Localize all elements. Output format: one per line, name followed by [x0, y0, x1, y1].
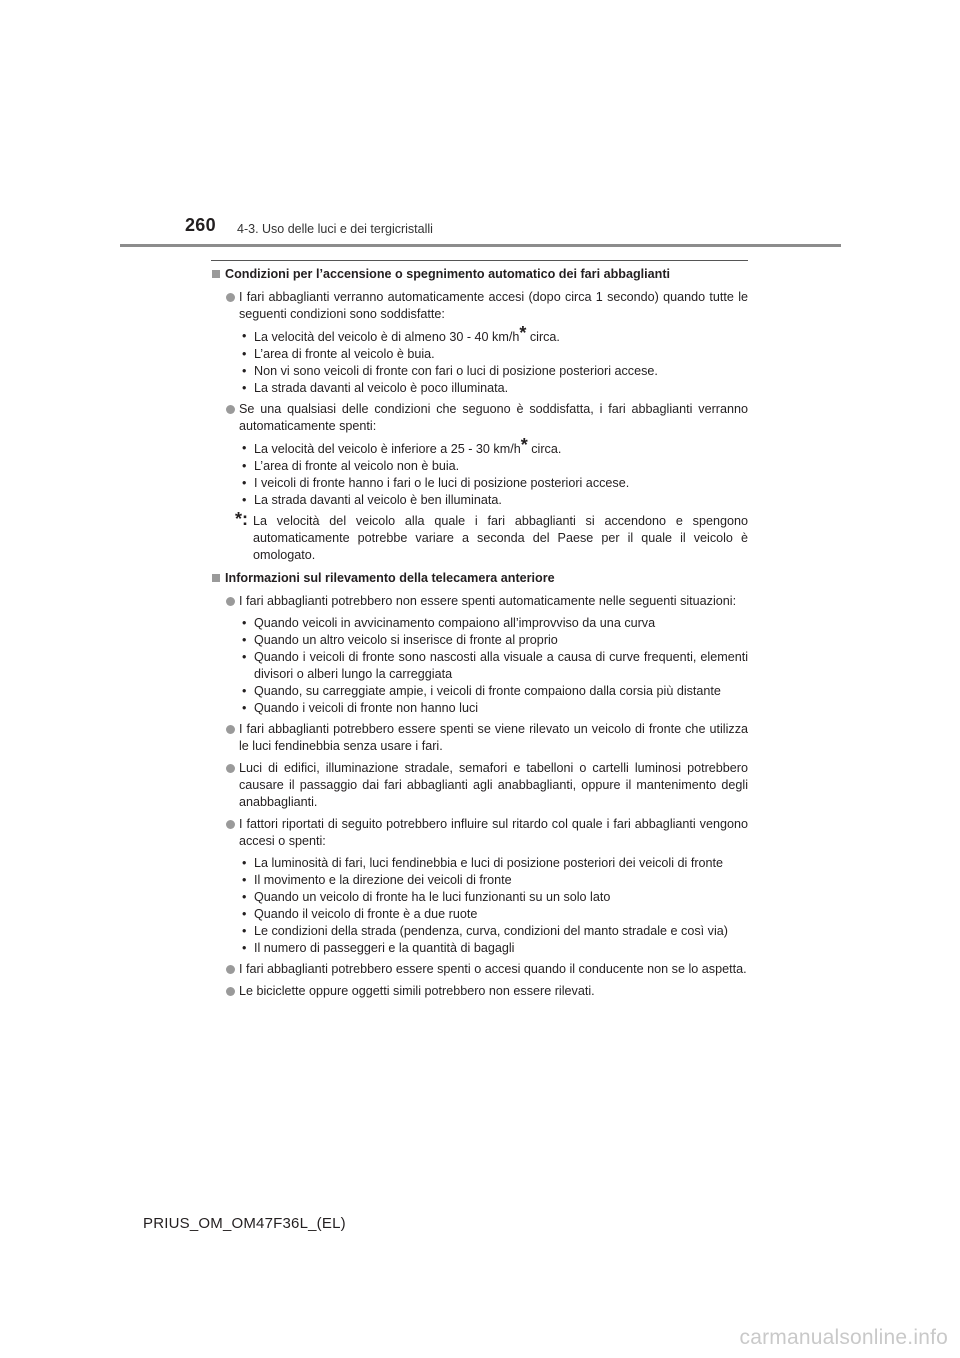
paragraph-text: I fari abbaglianti potrebbero essere spenti o accesi quando il conducente non se lo aspetta.: [239, 962, 747, 976]
footnote-text: La velocità del veicolo alla quale i fari abbaglianti si accendono e spengono automaticamente potrebbe variare a seconda del Paese per il quale il veicolo è omologato.: [253, 514, 748, 562]
circle-bullet-icon: [226, 597, 235, 606]
paragraph: [211, 721, 748, 755]
list-item-text: circa.: [526, 330, 560, 344]
list-item: • L’area di fronte al veicolo è buia.: [211, 346, 748, 363]
situation-list: [211, 615, 748, 717]
list-item: • La strada davanti al veicolo è poco illuminata.: [211, 380, 748, 397]
section-heading-text: Informazioni sul rilevamento della telecamera anteriore: [225, 571, 555, 585]
page-number: 260: [185, 215, 216, 235]
list-item-text: La velocità del veicolo è inferiore a 25 - 30 km/h: [254, 442, 521, 456]
section-heading: [211, 266, 748, 283]
content-top-rule: [211, 260, 748, 261]
paragraph: [211, 816, 748, 850]
footnote-star: *: [519, 323, 527, 343]
paragraph: [211, 983, 748, 1000]
paragraph: [211, 401, 748, 435]
list-item: • I veicoli di fronte hanno i fari o le luci di posizione posteriori accese.: [211, 475, 748, 492]
circle-bullet-icon: [226, 820, 235, 829]
paragraph-text: I fari abbaglianti potrebbero non essere spenti automaticamente nelle seguenti situazioni:: [239, 594, 737, 608]
condition-list: [211, 435, 748, 509]
list-item: • L’area di fronte al veicolo non è buia.: [211, 458, 748, 475]
factor-list: [211, 855, 748, 957]
square-bullet-icon: [212, 574, 220, 582]
list-item: • Non vi sono veicoli di fronte con fari o luci di posizione posteriori accese.: [211, 363, 748, 380]
section-automatic-high-beam: [211, 266, 748, 564]
paragraph-text: Le biciclette oppure oggetti simili potrebbero non essere rilevati.: [239, 984, 595, 998]
section-title: 4-3. Uso delle luci e dei tergicristalli: [237, 222, 433, 236]
list-item: • Quando un veicolo di fronte ha le luci funzionanti su un solo lato: [211, 889, 748, 906]
circle-bullet-icon: [226, 764, 235, 773]
page-content: [211, 266, 748, 1006]
paragraph: [211, 289, 748, 323]
site-watermark: carmanualsonline.info: [739, 1326, 948, 1349]
list-item: • Quando i veicoli di fronte non hanno luci: [211, 700, 748, 717]
paragraph: [211, 961, 748, 978]
circle-bullet-icon: [226, 405, 235, 414]
circle-bullet-icon: [226, 725, 235, 734]
list-item: • Il numero di passeggeri e la quantità di bagagli: [211, 940, 748, 957]
section-heading: [211, 570, 748, 587]
circle-bullet-icon: [226, 293, 235, 302]
list-item: • Quando il veicolo di fronte è a due ruote: [211, 906, 748, 923]
paragraph-text: Se una qualsiasi delle condizioni che seguono è soddisfatta, i fari abbaglianti verranno automaticamente spenti:: [239, 402, 748, 433]
circle-bullet-icon: [226, 987, 235, 996]
paragraph-text: Luci di edifici, illuminazione stradale, semafori e tabelloni o cartelli luminosi potrebbero causare il passaggio dai fari abbaglianti agli anabbaglianti, oppure il mantenimento degli anabbaglianti.: [239, 761, 748, 809]
footnote-mark: *:: [235, 509, 248, 529]
footnote-star: *: [520, 435, 528, 455]
section-front-camera-detection: [211, 570, 748, 1000]
square-bullet-icon: [212, 270, 220, 278]
list-item-text: circa.: [527, 442, 562, 456]
list-item: [211, 323, 748, 346]
paragraph-text: I fari abbaglianti verranno automaticamente accesi (dopo circa 1 secondo) quando tutte le seguenti condizioni sono soddisfatte:: [239, 290, 748, 321]
section-heading-text: Condizioni per l’accensione o spegnimento automatico dei fari abbaglianti: [225, 267, 671, 281]
paragraph: [211, 593, 748, 610]
circle-bullet-icon: [226, 965, 235, 974]
list-item: • La strada davanti al veicolo è ben illuminata.: [211, 492, 748, 509]
list-item: • Quando i veicoli di fronte sono nascosti alla visuale a causa di curve frequenti, elementi divisori o alberi lungo la carreggiata: [211, 649, 748, 683]
list-item: • Quando un altro veicolo si inserisce di fronte al proprio: [211, 632, 748, 649]
condition-list: [211, 323, 748, 397]
paragraph: [211, 760, 748, 811]
header-rule: [120, 244, 841, 247]
list-item: • Quando, su carreggiate ampie, i veicoli di fronte compaiono dalla corsia più distante: [211, 683, 748, 700]
list-item: • Il movimento e la direzione dei veicoli di fronte: [211, 872, 748, 889]
list-item-text: La velocità del veicolo è di almeno 30 - 40 km/h: [254, 330, 520, 344]
paragraph-text: I fari abbaglianti potrebbero essere spenti se viene rilevato un veicolo di fronte che utilizza le luci fendinebbia senza usare i fari.: [239, 722, 748, 753]
list-item: • Quando veicoli in avvicinamento compaiono all’improvviso da una curva: [211, 615, 748, 632]
list-item: • La luminosità di fari, luci fendinebbia e luci di posizione posteriori dei veicoli di fronte: [211, 855, 748, 872]
paragraph-text: I fattori riportati di seguito potrebbero influire sul ritardo col quale i fari abbaglianti vengono accesi o spenti:: [239, 817, 748, 848]
list-item: [211, 435, 748, 458]
document-code-footer: PRIUS_OM_OM47F36L_(EL): [143, 1215, 346, 1232]
list-item: • Le condizioni della strada (pendenza, curva, condizioni del manto stradale e così via): [211, 923, 748, 940]
footnote: [211, 509, 748, 564]
